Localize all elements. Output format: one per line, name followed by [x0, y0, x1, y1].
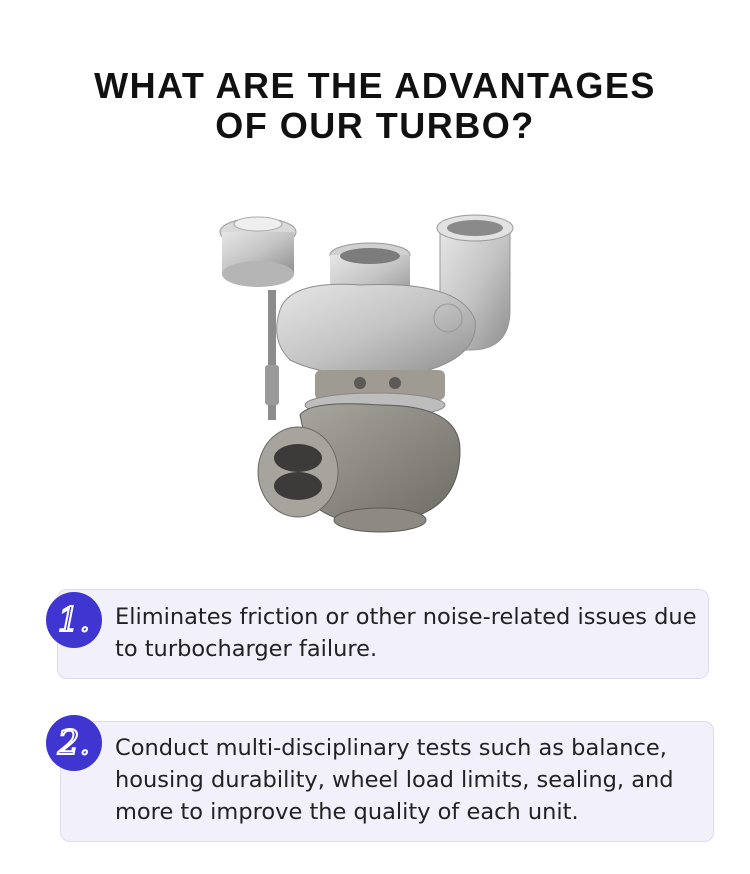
advantage-text-2 — [115, 732, 674, 828]
turbocharger-image — [210, 200, 550, 545]
advantage-text-line: Eliminates friction or other noise-related issues due — [115, 604, 697, 630]
number-badge-label: 1. — [57, 600, 91, 640]
number-badge-label: 2. — [57, 723, 91, 763]
advantage-text-line: to turbocharger failure. — [115, 636, 378, 662]
number-badge-1 — [46, 592, 102, 648]
advantage-text-1 — [115, 601, 697, 665]
advantage-text-line: housing durability, wheel load limits, sealing, and — [115, 767, 674, 793]
number-badge-2 — [46, 715, 102, 771]
page-title — [0, 66, 750, 146]
title-line-2: OF OUR TURBO? — [215, 105, 535, 146]
title-line-1: WHAT ARE THE ADVANTAGES — [94, 65, 656, 106]
advantage-text-line: more to improve the quality of each unit. — [115, 799, 579, 825]
advantage-text-line: Conduct multi-disciplinary tests such as balance, — [115, 735, 667, 761]
